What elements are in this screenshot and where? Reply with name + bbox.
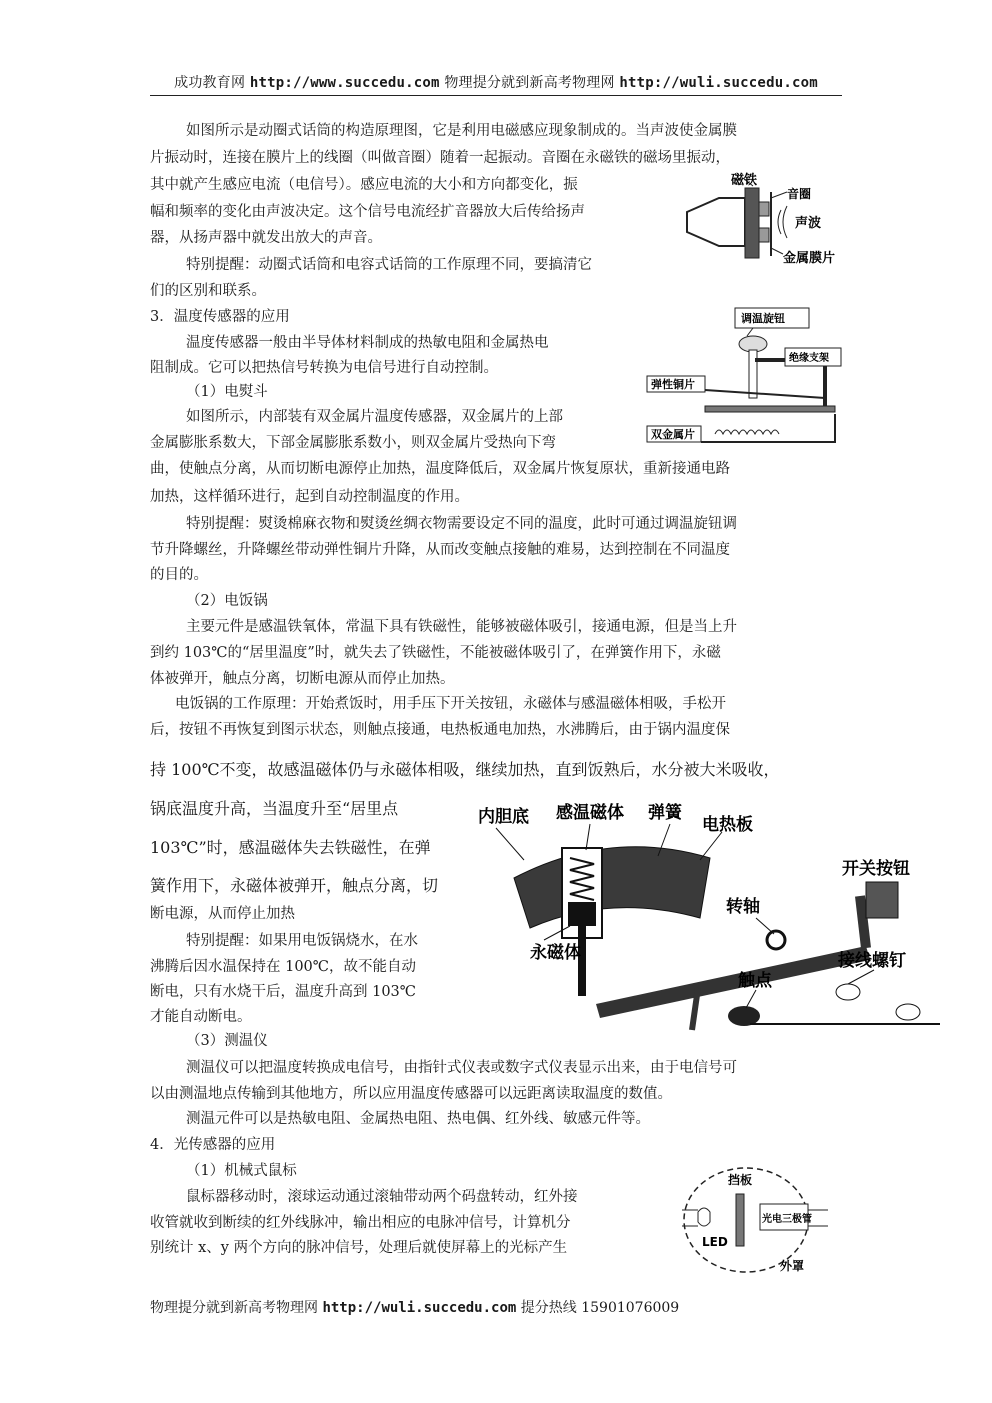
label-sound: 声波: [795, 216, 822, 231]
footer-hotline: 提分热线 15901076009: [520, 1300, 680, 1316]
led-shape: [698, 1208, 710, 1226]
text-line: 断电，只有水烧干后，温度升高到 103℃: [150, 984, 417, 1000]
text-line: 簧作用下，永磁体被弹开，触点分离，切: [150, 876, 439, 895]
iron-figure: [645, 302, 843, 450]
screw-head-1: [836, 984, 860, 1000]
label-diaphragm: 金属膜片: [783, 251, 836, 266]
label-perm-magnet: 永磁体: [530, 943, 581, 963]
text-line: 金属膨胀系数大，下部金属膨胀系数小，则双金属片受热向下弯: [150, 435, 556, 451]
insulating-support: [755, 360, 825, 412]
text-line: 到约 103℃的“居里温度”时，就失去了铁磁性，不能被磁体吸引了，在弹簧作用下，永磁: [150, 645, 721, 661]
header-url-2[interactable]: http://wuli.succedu.com: [619, 75, 818, 91]
label-contact: 触点: [738, 971, 772, 991]
label-screw: 接线螺钉: [838, 951, 906, 971]
text-line: 103℃”时，感温磁体失去铁磁性，在弹: [150, 838, 431, 857]
footer-url[interactable]: http://wuli.succedu.com: [322, 1300, 517, 1316]
text-line: 的目的。: [150, 567, 208, 583]
label-led: LED: [702, 1235, 728, 1249]
header-rule: [150, 95, 842, 96]
label-magnet: 磁铁: [731, 173, 758, 188]
text-line: 体被弹开，触点分离，切断电源从而停止加热。: [150, 671, 455, 687]
text-line: 锅底温度升高，当温度升至“居里点: [150, 799, 399, 818]
label-baffle: 挡板: [728, 1173, 753, 1187]
mic-housing: [687, 198, 745, 246]
page-header: [150, 72, 842, 92]
text-line: 片振动时，连接在膜片上的线圈（叫做音圈）随着一起振动。音圈在永磁铁的磁场里振动，: [150, 150, 730, 166]
header-middle: 物理提分就到新高考物理网: [444, 75, 615, 91]
mouse-figure: [662, 1162, 842, 1280]
text-line: 如图所示是动圈式话筒的构造原理图，它是利用电磁感应现象制成的。当声波使金属膜: [186, 123, 737, 139]
label-cover: 外罩: [780, 1259, 805, 1273]
text-line: 如图所示，内部装有双金属片温度传感器，双金属片的上部: [186, 409, 563, 425]
text-line: 特别提醒：熨烫棉麻衣物和熨烫丝绸衣物需要设定不同的温度，此时可通过调温旋钮调: [186, 516, 737, 532]
copper-strip: [705, 390, 825, 398]
text-line: 持 100℃不变，故感温磁体仍与永磁体相吸，继续加热，直到饭熟后，水分被大米吸收，: [150, 760, 780, 779]
microphone-figure: [683, 172, 843, 272]
subsection-heading: （2）电饭锅: [186, 593, 268, 609]
subsection-heading: （3）测温仪: [186, 1033, 268, 1049]
text-line: 阻制成。它可以把热信号转换为电信号进行自动控制。: [150, 360, 498, 376]
text-line: 电饭锅的工作原理：开始煮饭时，用手压下开关按钮，永磁体与感温磁体相吸，手松开: [175, 696, 726, 712]
text-line: 温度传感器一般由半导体材料制成的热敏电阻和金属热电: [186, 335, 549, 351]
text-line: 器，从扬声器中就发出放大的声音。: [150, 230, 382, 246]
switch-button-shape: [866, 882, 898, 918]
page-footer: [150, 1297, 679, 1317]
text-line: 以由测温地点传输到其他地方，所以应用温度传感器可以远距离读取温度的数值。: [150, 1086, 672, 1102]
text-line: 后，按钮不再恢复到图示状态，则触点接通，电热板通电加热，水沸腾后，由于锅内温度保: [150, 722, 730, 738]
text-line: 特别提醒：如果用电饭锅烧水，在水: [186, 933, 418, 949]
label-inner-pot: 内胆底: [478, 807, 529, 827]
footer-prefix: 物理提分就到新高考物理网: [150, 1300, 318, 1316]
text-line: 特别提醒：动圈式话筒和电容式话筒的工作原理不同，要搞清它: [186, 257, 592, 273]
label-spring: 弹簧: [648, 803, 682, 823]
screw-head-2: [896, 1004, 920, 1020]
text-line: 断电源，从而停止加热: [150, 906, 295, 922]
label-sensor-magnet: 感温磁体: [556, 803, 624, 823]
lever-arm: [596, 946, 870, 1018]
label-phototransistor: 光电三极管: [762, 1214, 812, 1225]
inner-pot-shape: [514, 847, 710, 928]
section-heading: 4．光传感器的应用: [150, 1137, 276, 1153]
text-line: 鼠标器移动时，滚球运动通过滚轴带动两个码盘转动，红外接: [186, 1189, 578, 1205]
text-line: 其中就产生感应电流（电信号）。感应电流的大小和方向都变化，振: [150, 177, 578, 193]
label-support: 绝缘支架: [789, 353, 829, 364]
label-axle: 转轴: [726, 897, 760, 917]
bimetal-strip: [705, 406, 835, 412]
label-heater: 电热板: [702, 815, 753, 835]
text-line: 加热，这样循环进行，起到自动控制温度的作用。: [150, 489, 469, 505]
label-knob: 调温旋钮: [741, 312, 785, 325]
baffle-shape: [736, 1194, 744, 1246]
header-prefix: 成功教育网: [174, 75, 246, 91]
header-url-1[interactable]: http://www.succedu.com: [249, 75, 440, 91]
text-line: 们的区别和联系。: [150, 283, 266, 299]
text-line: 主要元件是感温铁氧体，常温下具有铁磁性，能够被磁体吸引，接通电源，但是当上升: [186, 619, 737, 635]
label-switch: 开关按钮: [842, 859, 910, 879]
text-line: 曲，使触点分离，从而切断电源停止加热，温度降低后，双金属片恢复原状，重新接通电路: [150, 461, 730, 477]
magnet-shape: [745, 188, 759, 258]
label-copper: 弹性铜片: [651, 378, 695, 391]
axle-shape: [767, 931, 785, 949]
subsection-heading: （1）机械式鼠标: [186, 1163, 297, 1179]
label-bimetal: 双金属片: [651, 428, 695, 441]
screw-shape: [749, 350, 757, 398]
text-line: 沸腾后因水温保持在 100℃，故不能自动: [150, 959, 417, 975]
text-line: 测温仪可以把温度转换成电信号，由指针式仪表或数字式仪表显示出来，由于电信号可: [186, 1060, 737, 1076]
text-line: 幅和频率的变化由声波决定。这个信号电流经扩音器放大后传给扬声: [150, 204, 585, 220]
label-coil: 音圈: [787, 187, 812, 201]
section-heading: 3．温度传感器的应用: [150, 309, 290, 325]
text-line: 节升降螺丝，升降螺丝带动弹性铜片升降，从而改变触点接触的难易，达到控制在不同温度: [150, 542, 730, 558]
text-line: 别统计 x、y 两个方向的脉冲信号，处理后就使屏幕上的光标产生: [150, 1240, 568, 1256]
text-line: 测温元件可以是热敏电阻、金属热电阻、热电偶、红外线、敏感元件等。: [186, 1111, 650, 1127]
rice-cooker-figure: [470, 798, 940, 1050]
text-line: 收管就收到断续的红外线脉冲，输出相应的电脉冲信号，计算机分: [150, 1215, 571, 1231]
perm-magnet-shape: [568, 902, 596, 926]
text-line: 才能自动断电。: [150, 1009, 252, 1025]
subsection-heading: （1）电熨斗: [186, 384, 268, 400]
